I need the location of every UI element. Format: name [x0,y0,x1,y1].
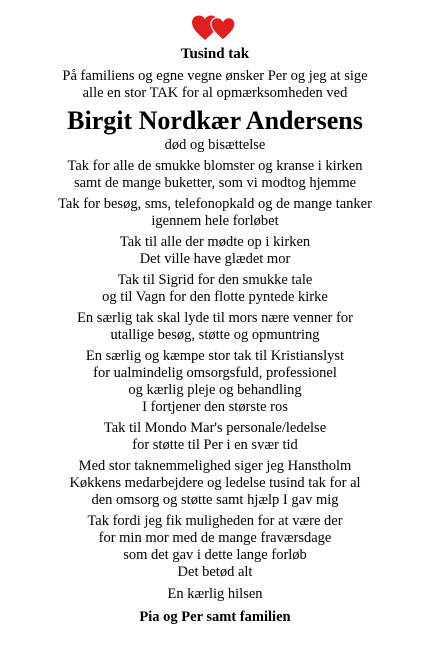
signature: Pia og Per samt familien [139,609,291,625]
thanks-paragraph [0,348,430,416]
intro-text [0,68,430,102]
paragraph-line: for ualmindelig omsorgsfuld, professionel [93,365,337,381]
thanks-paragraph [0,458,430,509]
thanks-paragraph [0,196,430,230]
thanks-paragraph [0,310,430,344]
double-heart-icon [191,14,239,42]
thanks-paragraph [0,420,430,454]
paragraph-line: En særlig og kæmpe stor tak til Kristianslyst [85,348,345,364]
paragraph-line: for min mor med de mange fraværsdage [98,530,332,546]
thanks-paragraphs [0,158,430,581]
paragraph-line: igennem hele forløbet [151,213,279,229]
intro-line: alle en stor TAK for al opmærksomheden ved [82,85,348,101]
paragraph-line: En særlig tak skal lyde til mors nære venner for [77,310,353,326]
thanks-paragraph [0,158,430,192]
paragraph-line: Tak til Sigrid for den smukke tale [117,272,313,288]
paragraph-line: Med stor taknemmelighed siger jeg Hanstholm [78,458,352,474]
paragraph-line: Tak til alle der mødte op i kirken [119,234,311,250]
closing-text: En kærlig hilsen [167,586,263,602]
paragraph-line: og kærlig pleje og behandling [128,382,302,398]
paragraph-line: utallige besøg, støtte og opmuntring [110,327,320,343]
paragraph-line: den omsorg og støtte samt hjælp I gav mig [91,492,339,508]
paragraph-line: og til Vagn for den flotte pyntede kirke [102,289,328,305]
paragraph-line: Tak for alle de smukke blomster og kranse i kirken [67,158,363,174]
paragraph-line: Tak til Mondo Mar's personale/ledelse [103,420,327,436]
thanks-paragraph [0,513,430,581]
thanks-paragraph [0,272,430,306]
paragraph-line: Tak for besøg, sms, telefonopkald og de mange tanker [58,196,372,212]
paragraph-line: for støtte til Per i en svær tid [132,437,298,453]
paragraph-line: Tak fordi jeg fik muligheden for at være der [87,513,343,529]
paragraph-line: I fortjener den største ros [142,399,288,415]
occasion-text: død og bisættelse [164,137,266,153]
paragraph-line: som det gav i dette lange forløb [123,547,307,563]
intro-line: På familiens og egne vegne ønsker Per og jeg at sige [62,68,368,84]
paragraph-line: samt de mange buketter, som vi modtog hjemme [73,175,357,191]
paragraph-line: Det ville have glædet mor [139,251,291,267]
thanks-paragraph [0,234,430,268]
card-title: Tusind tak [180,46,250,62]
paragraph-line: Køkkens medarbejdere og ledelse tusind tak for al [69,475,361,491]
deceased-name: Birgit Nordkær Andersens [67,106,363,135]
paragraph-line: Det betød alt [177,564,253,580]
